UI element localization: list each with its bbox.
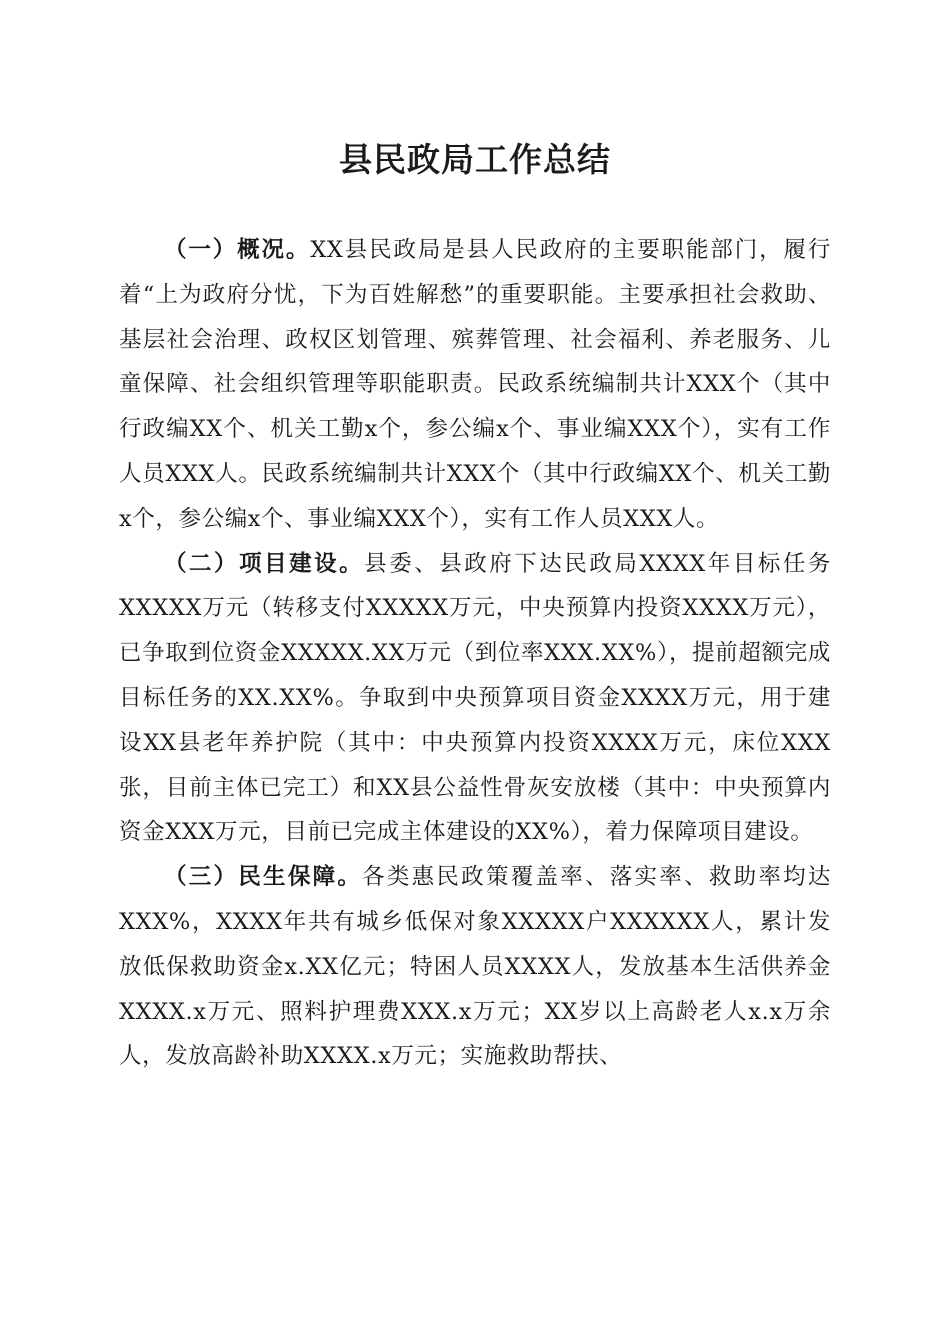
- paragraph-text: XX县民政局是县人民政府的主要职能部门，履行着“上为政府分忧，下为百姓解愁”的重要职能。主要承担社会救助、基层社会治理、政权区划管理、殡葬管理、社会福利、养老服务、儿童保障、社会组织管理等职能职责。民政系统编制共计XXX个（其中行政编XX个、机关工勤x个，参公编x个、事业编XXX个），实有工作人员XXX人。民政系统编制共计XXX个（其中行政编XX个、机关工勤x个，参公编x个、事业编XXX个），实有工作人员XXX人。: [119, 237, 831, 532]
- document-body: [119, 228, 831, 1079]
- paragraph-livelihood-security: [119, 855, 831, 1079]
- paragraph-text: 县委、县政府下达民政局XXXX年目标任务XXXXX万元（转移支付XXXXX万元，中央预算内投资XXXX万元），已争取到位资金XXXXX.XX万元（到位率XXX.XX%），提前超额完成目标任务的XX.XX%。争取到中央预算项目资金XXXX万元，用于建设XX县老年养护院（其中：中央预算内投资XXXX万元，床位XXX张，目前主体已完工）和XX县公益性骨灰安放楼（其中：中央预算内资金XXX万元，目前已完成主体建设的XX%），着力保障项目建设。: [119, 550, 831, 846]
- paragraph-heading: （二）项目建设。: [164, 550, 365, 577]
- paragraph-heading: （一）概况。: [164, 237, 311, 263]
- document-title: 县民政局工作总结: [339, 140, 611, 179]
- paragraph-heading: （三）民生保障。: [164, 864, 363, 891]
- paragraph-overview: [119, 228, 831, 542]
- paragraph-project-construction: [119, 542, 831, 856]
- paragraph-text: 各类惠民政策覆盖率、落实率、救助率均达XXX%，XXXX年共有城乡低保对象XXXXX户XXXXXX人，累计发放低保救助资金x.XX亿元；特困人员XXXX人，发放基本生活供养金XXXX.x万元、照料护理费XXX.x万元；XX岁以上高龄老人x.x万余人，发放高龄补助XXXX.x万元；实施救助帮扶、: [119, 864, 831, 1070]
